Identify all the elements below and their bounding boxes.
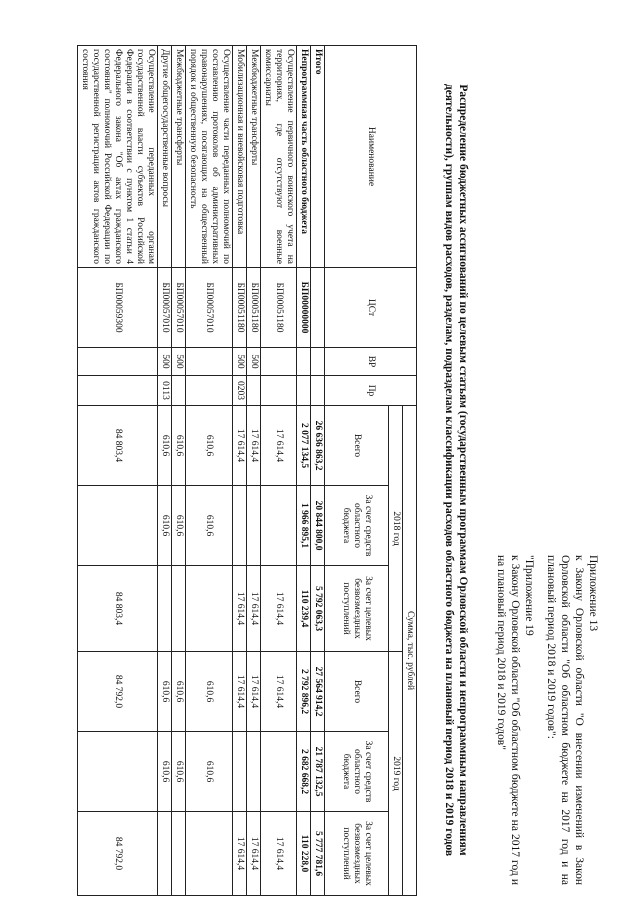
col-federal-2019: За счет целевых безвозмездных поступлений bbox=[325, 812, 389, 896]
cell-cst: БП00057010 bbox=[158, 268, 172, 348]
cell-r18 bbox=[247, 486, 261, 566]
cell-name: Осуществление переданных органам государственной власти субъектов Российской Федерации в соответствии с пунктом 1 статьи 4 Федерального закона "Об актах гражданского состояния" полномочий Российской Федерации по государственной регистрации актов гражданского состояния bbox=[78, 46, 158, 268]
cell-f19: 17 614,4 bbox=[233, 812, 247, 896]
col-vr: ВР bbox=[325, 348, 417, 376]
budget-table bbox=[77, 45, 417, 896]
cell-f18: 17 614,4 bbox=[247, 566, 261, 652]
cell-cst: БП00059300 bbox=[78, 268, 158, 348]
cell-t19: 84 792,0 bbox=[78, 652, 158, 732]
cell-r19: 610,6 bbox=[172, 732, 186, 812]
cell-r19 bbox=[233, 732, 247, 812]
cell-t18: 610,6 bbox=[172, 406, 186, 486]
cell-pr bbox=[172, 376, 186, 406]
cell-cst: БП00051180 bbox=[261, 268, 297, 348]
col-pr: Пр bbox=[325, 376, 417, 406]
cell-pr bbox=[78, 376, 158, 406]
cell-r19: 610,6 bbox=[186, 732, 233, 812]
cell-r18 bbox=[261, 486, 297, 566]
cell-t18: 610,6 bbox=[186, 406, 233, 486]
annex-19-header bbox=[494, 555, 536, 885]
cell-name: Итого bbox=[311, 46, 325, 268]
cell-pr: 0113 bbox=[158, 376, 172, 406]
cell-vr: 500 bbox=[247, 348, 261, 376]
col-regional-2019: За счет средств областного бюджета bbox=[325, 732, 389, 812]
cell-name: Другие общегосударственные вопросы bbox=[158, 46, 172, 268]
cell-r19: 610,6 bbox=[158, 732, 172, 812]
col-total-2018: Всего bbox=[325, 406, 389, 486]
table-row bbox=[233, 46, 247, 896]
table-row bbox=[78, 46, 158, 896]
cell-cst: БП00000000 bbox=[297, 268, 311, 348]
cell-name: Осуществление части переданных полномочий по составлению протоколов об административных правонарушениях, посягающих на общественный порядок и общественную безопасность bbox=[186, 46, 233, 268]
col-year-2019: 2019 год bbox=[389, 652, 403, 896]
cell-f18: 17 614,4 bbox=[233, 566, 247, 652]
cell-r18: 610,6 bbox=[158, 486, 172, 566]
cell-name: Межбюджетные трансферты bbox=[247, 46, 261, 268]
cell-cst: БП00051180 bbox=[233, 268, 247, 348]
cell-f19 bbox=[158, 812, 172, 896]
cell-r19 bbox=[78, 732, 158, 812]
cell-pr bbox=[311, 376, 325, 406]
table-row bbox=[297, 46, 311, 896]
col-sum: Сумма, тыс. рублей bbox=[403, 406, 417, 896]
cell-cst: БП00057010 bbox=[172, 268, 186, 348]
cell-f18: 5 792 063,3 bbox=[311, 566, 325, 652]
cell-name: Мобилизационная и вневойсковая подготовка bbox=[233, 46, 247, 268]
cell-vr bbox=[297, 348, 311, 376]
cell-vr bbox=[186, 348, 233, 376]
annex-13-label: Приложение 13 bbox=[587, 555, 599, 632]
cell-r18: 20 844 800,0 bbox=[311, 486, 325, 566]
cell-r19: 21 787 132,5 bbox=[311, 732, 325, 812]
cell-f19 bbox=[186, 812, 233, 896]
cell-t18: 17 614,4 bbox=[247, 406, 261, 486]
cell-vr bbox=[78, 348, 158, 376]
cell-pr bbox=[247, 376, 261, 406]
cell-t19: 610,6 bbox=[186, 652, 233, 732]
annex-19-label: "Приложение 19 bbox=[523, 555, 535, 636]
cell-name: Непрограммная часть областного бюджета bbox=[297, 46, 311, 268]
cell-r18: 610,6 bbox=[186, 486, 233, 566]
cell-t19: 610,6 bbox=[172, 652, 186, 732]
col-federal-2018: За счет целевых безвозмездных поступлений bbox=[325, 566, 389, 652]
annex-13-text: к Закону Орловской области "О внесении изменений в Закон Орловской области "Об областном бюджете на 2017 год и на плановый период 2018 и 2019 годов": bbox=[545, 555, 585, 885]
table-row bbox=[172, 46, 186, 896]
cell-pr bbox=[261, 376, 297, 406]
cell-cst: БП00051180 bbox=[247, 268, 261, 348]
cell-r18: 610,6 bbox=[172, 486, 186, 566]
col-name: Наименование bbox=[325, 46, 417, 268]
cell-f19 bbox=[172, 812, 186, 896]
table-row bbox=[186, 46, 233, 896]
cell-r18: 1 966 895,1 bbox=[297, 486, 311, 566]
header-row-1 bbox=[403, 46, 417, 896]
annex-19-text: к Закону Орловской области "Об областном бюджете на 2017 год и на плановый период 2018 и 2019 годов" bbox=[495, 555, 521, 885]
cell-f18 bbox=[158, 566, 172, 652]
table-row bbox=[261, 46, 297, 896]
cell-f19: 5 777 781,6 bbox=[311, 812, 325, 896]
cell-t18: 610,6 bbox=[158, 406, 172, 486]
cell-pr: 0203 bbox=[233, 376, 247, 406]
table-body bbox=[78, 46, 325, 896]
cell-f18: 17 614,4 bbox=[261, 566, 297, 652]
cell-name: Осуществление первичного воинского учета на территориях, где отсутствуют военные комиссариаты bbox=[261, 46, 297, 268]
cell-r19 bbox=[247, 732, 261, 812]
cell-f19: 17 614,4 bbox=[261, 812, 297, 896]
col-total-2019: Всего bbox=[325, 652, 389, 732]
cell-vr bbox=[261, 348, 297, 376]
cell-f19: 110 228,0 bbox=[297, 812, 311, 896]
cell-t18: 2 077 134,5 bbox=[297, 406, 311, 486]
cell-t19: 2 792 896,2 bbox=[297, 652, 311, 732]
cell-name: Межбюджетные трансферты bbox=[172, 46, 186, 268]
document-title: Распределение бюджетных ассигнований по целевым статьям (государственным программам Орловской области и непрограммным направлениям деятельности), группам видов расходов, разделам, подразделам классификации расходов областного бюджета на плановый период 2018 и 2019 годов bbox=[443, 83, 469, 857]
cell-cst bbox=[311, 268, 325, 348]
table-row bbox=[247, 46, 261, 896]
annex-13-header bbox=[544, 555, 600, 885]
cell-f19: 84 792,0 bbox=[78, 812, 158, 896]
cell-t19: 17 614,4 bbox=[261, 652, 297, 732]
cell-cst: БП00057010 bbox=[186, 268, 233, 348]
cell-vr: 500 bbox=[172, 348, 186, 376]
table-row bbox=[158, 46, 172, 896]
cell-t19: 27 564 914,2 bbox=[311, 652, 325, 732]
cell-r18 bbox=[78, 486, 158, 566]
cell-f18 bbox=[172, 566, 186, 652]
cell-pr bbox=[186, 376, 233, 406]
cell-t19: 17 614,4 bbox=[233, 652, 247, 732]
cell-f19: 17 614,4 bbox=[247, 812, 261, 896]
cell-t18: 26 636 863,2 bbox=[311, 406, 325, 486]
cell-vr: 500 bbox=[158, 348, 172, 376]
cell-t18: 84 803,4 bbox=[78, 406, 158, 486]
col-cst: ЦСт bbox=[325, 268, 417, 348]
cell-vr bbox=[311, 348, 325, 376]
cell-t19: 17 614,4 bbox=[247, 652, 261, 732]
cell-r18 bbox=[233, 486, 247, 566]
cell-f18: 84 803,4 bbox=[78, 566, 158, 652]
cell-pr bbox=[297, 376, 311, 406]
cell-t19: 610,6 bbox=[158, 652, 172, 732]
cell-vr: 500 bbox=[233, 348, 247, 376]
col-year-2018: 2018 год bbox=[389, 406, 403, 652]
cell-t18: 17 614,4 bbox=[261, 406, 297, 486]
cell-f18 bbox=[186, 566, 233, 652]
cell-r19 bbox=[261, 732, 297, 812]
cell-r19: 2 682 668,2 bbox=[297, 732, 311, 812]
col-regional-2018: За счет средств областного бюджета bbox=[325, 486, 389, 566]
cell-t18: 17 614,4 bbox=[233, 406, 247, 486]
table-row bbox=[311, 46, 325, 896]
cell-f18: 110 239,4 bbox=[297, 566, 311, 652]
